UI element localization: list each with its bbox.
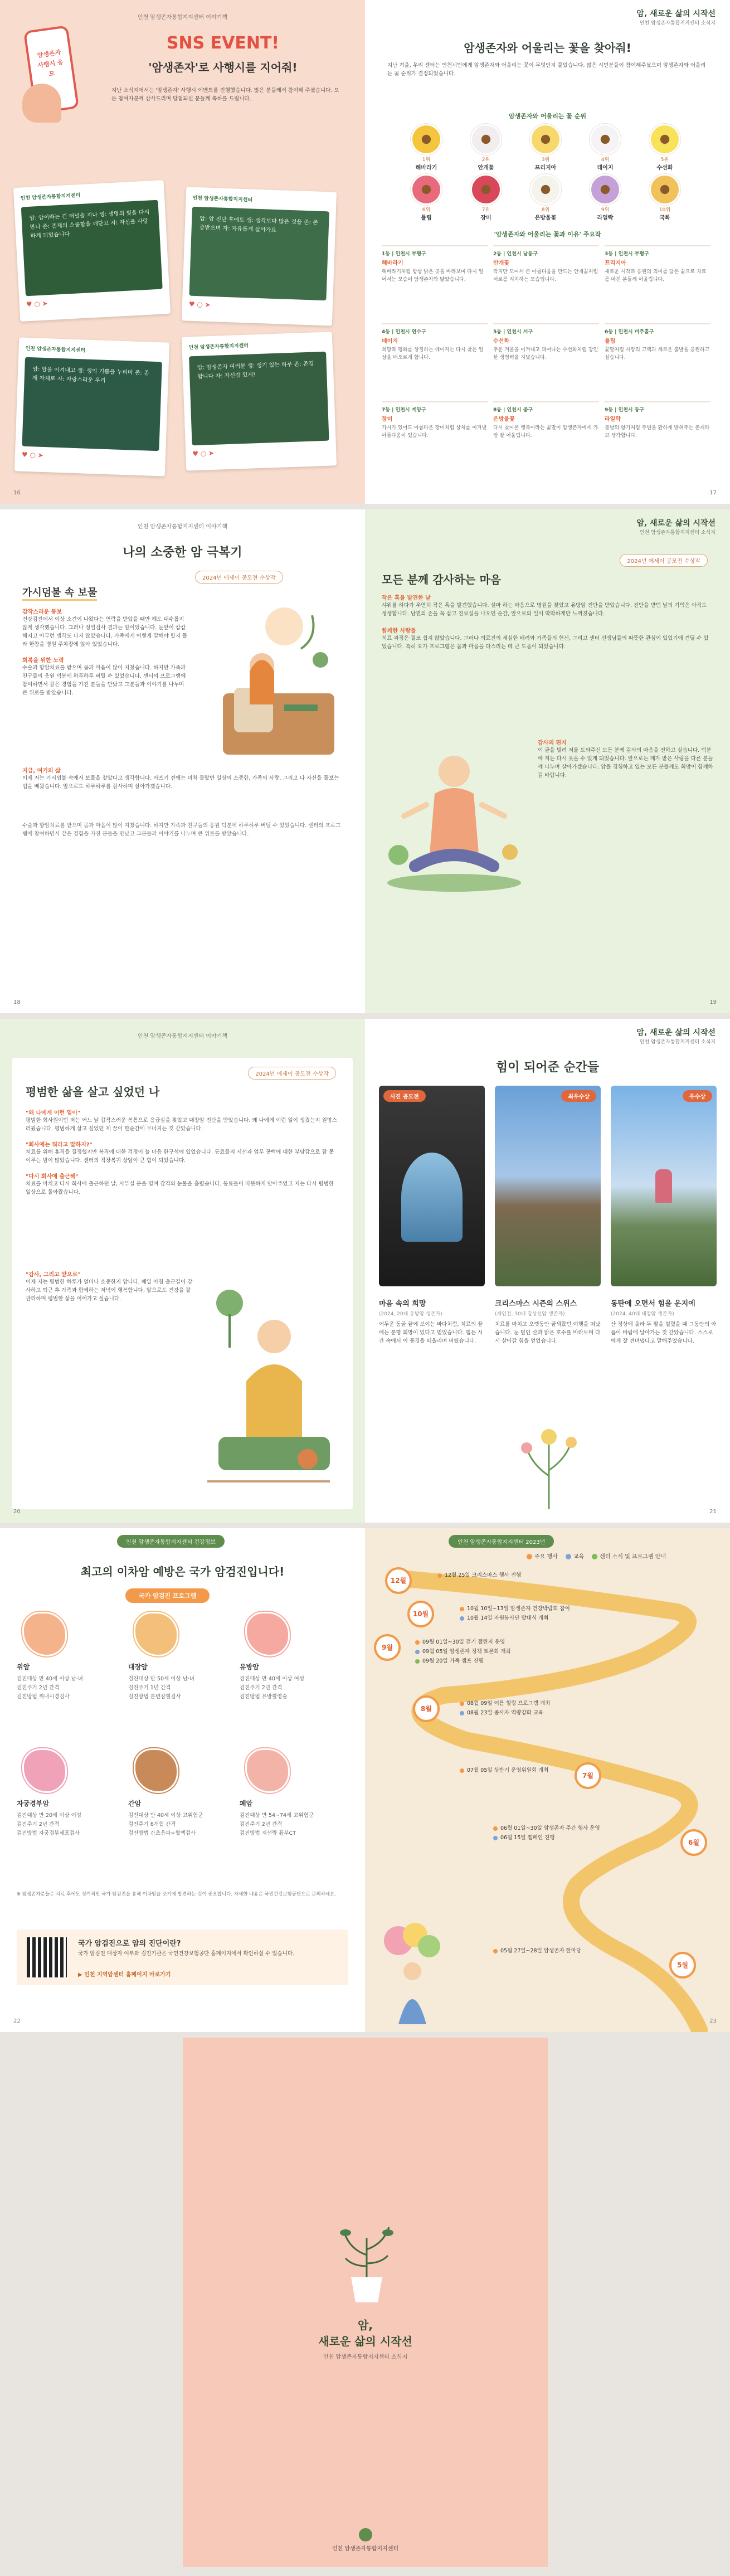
month-events (415, 1637, 649, 1666)
sns-post (14, 337, 169, 476)
flower-item (637, 176, 693, 223)
section-body: 샤워를 하다가 우연히 작은 혹을 발견했습니다. 설마 하는 마음으로 병원을 찾았고 유방암 진단을 받았습니다. 진단을 받던 날의 기억은 아직도 생생합니다. 남편의 손을 꼭 잡고 진료실을 나오던 순간, 앞으로의 일이 막막하게만 느껴졌습니다. (382, 602, 707, 617)
flower-entry (493, 401, 599, 475)
section-heading: 회복을 위한 노력 (22, 658, 64, 664)
flower-item (398, 125, 454, 173)
event-text: 10월 10일~13일 암생존자 건강박람회 참여 (467, 1606, 570, 1612)
photo-meta: (2024, 40대 대장암 생존자) (611, 1311, 674, 1317)
knitting-woman-illustration (196, 1270, 341, 1493)
section-heading: 갑작스러운 통보 (22, 609, 62, 615)
flower-rank: 2위 (481, 157, 490, 163)
event-dot (415, 1659, 420, 1664)
flower-icon (532, 176, 559, 203)
page-title: 최고의 이차암 예방은 국가 암검진입니다! (80, 1565, 285, 1578)
flower-icon (591, 125, 619, 153)
section-heading: "다시 회사에 출근해" (26, 1174, 79, 1180)
cancer-detail: 검진대상 만 54~74세 고위험군 (240, 1812, 314, 1819)
entry-text: 가시가 있어도 아름다운 장미처럼 상처를 이겨낸 아름다움이 있습니다. (382, 425, 487, 439)
page-16 (0, 0, 365, 504)
flower-icon (472, 125, 500, 153)
timeline-event (493, 1833, 660, 1843)
section-heading: "감사, 그리고 앞으로" (26, 1272, 81, 1278)
cancer-detail: 검진대상 만 40세 이상 남·녀 (17, 1676, 83, 1682)
brand-subtitle: 인천 암생존자통합지지센터 소식지 (639, 21, 716, 26)
brand-subtitle: 인천 암생존자통합지지센터 소식지 (639, 1039, 716, 1045)
flower-rank: 6위 (422, 207, 431, 213)
cancer-detail: 검진주기 2년 간격 (17, 1821, 60, 1827)
heart-icon: ♥ ○ ➤ (188, 300, 211, 309)
stomach-icon (22, 1612, 67, 1656)
month-marker: 12월 (385, 1567, 412, 1594)
breast-icon (245, 1612, 290, 1656)
cancer-name: 간암 (128, 1800, 142, 1807)
entry-tag: 2등 | 인천시 남동구 (493, 251, 538, 257)
flower-name: 해바라기 (415, 165, 437, 171)
photo-title: 크리스마스 시즌의 스위스 (495, 1300, 577, 1308)
entry-tag: 3등 | 인천시 부평구 (605, 251, 649, 257)
section-body: 치료를 위해 휴직을 결정했지만 복직에 대한 걱정이 늘 마음 한구석에 있었습니다. 동료들의 시선과 업무 공백에 대한 부담감으로 잠 못 이루는 밤이 많았습니다. 센터의 직장복귀 상담이 큰 힘이 되었습니다. (26, 1149, 334, 1164)
entry-flower: 장미 (382, 416, 393, 422)
post-text: 암: 암 진단 후에도 생: 생각보다 많은 것을 존: 존중받으며 자: 자유롭게 살아가요 (189, 207, 329, 300)
flower-item (458, 176, 514, 223)
woman-with-flowers-illustration (376, 1918, 449, 2024)
event-dot (415, 1650, 420, 1654)
brand-title: 암, 새로운 삶의 시작선 (636, 519, 716, 528)
flower-icon (591, 176, 619, 203)
entry-flower: 튤립 (605, 338, 616, 344)
flower-name: 은방울꽃 (534, 215, 557, 221)
timeline-event (415, 1637, 649, 1647)
event-dot (460, 1711, 464, 1715)
entry-flower: 데이지 (382, 338, 398, 344)
flower-item (518, 125, 573, 173)
section-body: 건강검진에서 이상 소견이 나왔다는 연락을 받았을 때만 해도 대수롭지 않게 생각했습니다. 그러나 정밀검사 결과는 암이었습니다. 눈앞이 캄캄해지고 아무런 생각도 나지 않았습니다. 가족에게 어떻게 말해야 할지 몰라 한참을 병원 주차장에 앉아 있었습니다. (22, 616, 188, 648)
flower-name: 안개꽃 (478, 165, 494, 171)
legend-label: 교육 (573, 1554, 585, 1560)
flower-entry (382, 401, 488, 475)
flower-name: 국화 (659, 215, 670, 221)
section-heading: 작은 혹을 발견한 날 (382, 595, 431, 601)
timeline-event (493, 1824, 660, 1833)
org-name: 인천 암생존자통합지지센터 (332, 2546, 399, 2552)
month-events (460, 1604, 694, 1623)
cancer-grid (17, 1612, 348, 1885)
month-events (460, 1766, 694, 1775)
legend-label: 센터 소식 및 프로그램 안내 (600, 1554, 666, 1560)
cancer-name: 자궁경부암 (17, 1800, 49, 1807)
event-text: 06월 15일 캠페인 진행 (500, 1835, 555, 1841)
photo-meta: (2024, 20대 유방암 생존자) (379, 1311, 442, 1317)
cancer-item (240, 1748, 345, 1879)
post-author: 인천 암생존자통합지지센터 (192, 195, 253, 203)
event-dot (415, 1640, 420, 1645)
entry-tag: 6등 | 인천시 미추홀구 (605, 329, 654, 335)
brand-block (636, 8, 716, 26)
timeline-event (415, 1647, 649, 1656)
event-title: SNS EVENT! (166, 33, 280, 53)
event-dot (437, 1573, 442, 1578)
cancer-detail: 검진주기 1년 간격 (128, 1685, 171, 1691)
entry-flower: 라일락 (605, 416, 621, 422)
timeline-event (460, 1708, 694, 1718)
spread-20-21 (0, 1019, 730, 1523)
month-marker: 7월 (575, 1762, 601, 1789)
section-body: 이 글을 빌려 저를 도와주신 모든 분께 감사의 마음을 전하고 싶습니다. 덕분에 저는 다시 웃을 수 있게 되었습니다. 앞으로는 제가 받은 사랑을 다른 분들께 나누며 살아가겠습니다. 암을 경험하고 있는 모든 분들께도 희망이 함께하길 바랍니다. (538, 747, 713, 779)
timeline-event (460, 1699, 694, 1708)
entry-text: 새로운 시작과 응원의 의미를 담은 꽃으로 치료를 마친 분들께 어울립니다. (605, 269, 707, 283)
page-number: 17 (709, 490, 717, 496)
photo-mountain (611, 1086, 717, 1286)
award-badge: 2024년 에세이 공모전 수상작 (248, 1067, 336, 1080)
page-header: 인천 암생존자통합지지센터 이야기책 (138, 1033, 227, 1039)
event-dot (460, 1702, 464, 1706)
back-title-line2: 새로운 삶의 시작선 (318, 2335, 412, 2348)
photo-title: 마음 속의 희망 (379, 1300, 426, 1308)
award-badge: 우수상 (683, 1090, 712, 1102)
section-body: 이제 저는 가시덤불 속에서 보물을 찾았다고 생각합니다. 아프기 전에는 미처 몰랐던 일상의 소중함, 가족의 사랑, 그리고 나 자신을 돌보는 법을 배웠습니다. 앞으로도 하루하루를 감사하며 살아가겠습니다. (22, 775, 339, 790)
page-23 (365, 1528, 730, 2032)
flower-entry (605, 323, 710, 397)
post-author: 인천 암생존자통합지지센터 (188, 343, 249, 351)
sns-post (182, 332, 337, 470)
heart-icon: ♥ ○ ➤ (21, 450, 44, 460)
flower-rank: 7위 (481, 207, 490, 213)
program-label: 국가 암검진 프로그램 (125, 1588, 210, 1603)
page-number: 19 (709, 999, 717, 1005)
phone-text: 암생존자 사행시 응모 (37, 48, 64, 78)
flower-rank: 1위 (422, 157, 431, 163)
entry-text: 해바라기처럼 항상 밝은 곳을 바라보며 다시 일어서는 모습이 암생존자와 닮았습니다. (382, 269, 484, 283)
page-22 (0, 1528, 365, 2032)
flower-entry (382, 245, 488, 319)
cancer-detail: 검진방법 유방촬영술 (240, 1694, 288, 1700)
timeline-event (437, 1571, 671, 1580)
flower-icon (412, 125, 440, 153)
section-body: 평범한 회사원이던 저는 어느 날 갑작스러운 복통으로 응급실을 찾았고 대장암 진단을 받았습니다. 왜 나에게 이런 일이 생겼는지 원망스러웠습니다. 평범하게 살고 싶었던 제 꿈이 한순간에 무너지는 것 같았습니다. (26, 1117, 338, 1132)
cancer-detail: 검진주기 2년 간격 (240, 1821, 283, 1827)
event-heading (106, 33, 340, 75)
post-author: 인천 암생존자통합지지센터 (20, 192, 81, 202)
page-number: 20 (13, 1509, 21, 1515)
timeline-event (460, 1613, 694, 1623)
post-author: 인천 암생존자통합지지센터 (25, 346, 86, 354)
cancer-name: 대장암 (128, 1663, 148, 1671)
flower-icon (532, 125, 559, 153)
month-marker: 5월 (669, 1952, 696, 1979)
cancer-name: 위암 (17, 1663, 30, 1671)
intro-text: 지난 겨울, 우리 센터는 인천시민에게 암생존자와 어울리는 꽃이 무엇인지 물었습니다. 많은 시민분들이 참여해주셨으며 암생존자와 어울리는 꽃 순위가 결정되었습니다. (387, 62, 706, 77)
hand-illustration (22, 84, 61, 123)
brand-title: 암, 새로운 삶의 시작선 (636, 9, 716, 18)
flower-item (398, 176, 454, 223)
page-number: 18 (13, 999, 21, 1005)
flower-rank: 10위 (659, 207, 671, 213)
cancer-detail: 검진대상 만 40세 이상 고위험군 (128, 1812, 203, 1819)
page-18 (0, 509, 365, 1013)
heart-icon: ♥ ○ ➤ (192, 449, 215, 458)
back-title-block (183, 2316, 548, 2360)
flower-item (458, 125, 514, 173)
cancer-detail: 검진방법 자궁경부세포검사 (17, 1830, 80, 1836)
flower-name: 튤립 (421, 215, 432, 221)
flower-name: 데이지 (597, 165, 614, 171)
cancer-detail: 검진방법 위내시경검사 (17, 1694, 70, 1700)
entry-tag: 5등 | 인천시 서구 (493, 329, 533, 335)
entry-text: 봄날의 향기처럼 주변을 환하게 밝혀주는 존재라고 생각합니다. (605, 425, 710, 439)
section-body: 수술과 항암치료를 받으며 몸과 마음이 많이 지쳤습니다. 하지만 가족과 친구들의 응원 덕분에 하루하루 버틸 수 있었습니다. 센터의 프로그램에 참여하면서 같은 경험을 가진 분들을 만났고 그분들과 이야기를 나누며 큰 위로를 받았습니다. (22, 665, 186, 696)
entry-text: 추운 겨울을 이겨내고 피어나는 수선화처럼 강인한 생명력을 지녔습니다. (493, 347, 598, 361)
flower-entry (493, 245, 599, 319)
reading-woman-illustration (201, 593, 345, 760)
event-text: 05월 27일~28일 암생존자 한마당 (500, 1948, 582, 1954)
entry-flower: 수선화 (493, 338, 509, 344)
section-heading: 지금, 여기의 삶 (22, 768, 61, 774)
entry-grid (382, 245, 713, 479)
award-badge: 2024년 에세이 공모전 수상작 (195, 571, 283, 584)
photo-cave (379, 1086, 485, 1286)
flower-entry (382, 323, 488, 397)
entry-text: 작지만 모여서 큰 아름다움을 만드는 안개꽃처럼 서로를 지지하는 모습입니다. (493, 269, 598, 283)
flower-illustration (504, 1409, 593, 1509)
cancer-detail: 검진대상 만 40세 이상 여성 (240, 1676, 304, 1682)
photo-text: 치료를 마치고 오랫동안 꿈꿔왔던 여행을 떠났습니다. 눈 덮인 산과 맑은 호수를 바라보며 다시 살아갈 힘을 얻었습니다. (495, 1321, 601, 1344)
back-title-line1: 암, (358, 2319, 373, 2332)
cancer-detail: 검진방법 분변잠혈검사 (128, 1694, 181, 1700)
entry-tag: 8등 | 인천시 중구 (493, 407, 533, 413)
page-header: 인천 암생존자통합지지센터 이야기책 (138, 524, 227, 530)
cancer-detail: 검진주기 2년 간격 (17, 1685, 60, 1691)
photo-title: 동탄에 오면서 힘을 운지에 (611, 1300, 695, 1308)
spread-22-23 (0, 1528, 730, 2032)
page-title: 모든 분께 감사하는 마음 (382, 573, 502, 586)
cancer-detail: 검진대상 만 20세 이상 여성 (17, 1812, 81, 1819)
page-title: 나의 소중한 암 극복기 (123, 546, 242, 560)
flower-item (577, 125, 633, 173)
flower-rank: 3위 (541, 157, 550, 163)
event-text: 09월 20일 가족 캠프 진행 (422, 1658, 484, 1664)
entry-flower: 은방울꽃 (493, 416, 515, 422)
photo-text: 어두운 동굴 끝에 보이는 바다처럼, 치료의 끝에는 분명 희망이 있다고 믿었습니다. 힘든 시간 속에서 이 풍경을 떠올리며 버텼습니다. (379, 1321, 483, 1344)
sns-post (182, 187, 337, 325)
back-cover (183, 2038, 548, 2567)
cancer-item (128, 1748, 234, 1879)
page-19 (365, 509, 730, 1013)
month-marker: 9월 (374, 1634, 401, 1661)
flower-item (637, 125, 693, 173)
event-dot (493, 1836, 498, 1840)
photo-caption (379, 1297, 485, 1345)
legend-label: 주요 행사 (534, 1554, 558, 1560)
event-text: 07월 05일 상반기 운영위원회 개최 (467, 1767, 549, 1773)
photo-meta: (개인전, 30대 갑상선암 생존자) (495, 1311, 565, 1317)
spread-16-17 (0, 0, 730, 504)
event-text: 08월 23일 종사자 역량강화 교육 (467, 1710, 544, 1716)
cancer-name: 폐암 (240, 1800, 253, 1807)
uterus-icon (22, 1748, 67, 1793)
entry-tag: 4등 | 인천시 연수구 (382, 329, 426, 335)
page-21 (365, 1019, 730, 1523)
page-20 (0, 1019, 365, 1523)
entry-flower: 안개꽃 (493, 260, 509, 266)
event-dot (493, 1949, 498, 1953)
page-header: 인천 암생존자통합지지센터 2023년 (449, 1535, 554, 1548)
flower-entry (605, 401, 710, 475)
month-events (460, 1699, 694, 1718)
yoga-illustration (382, 732, 527, 900)
entry-tag: 7등 | 인천시 계양구 (382, 407, 426, 413)
spread-18-19 (0, 509, 730, 1013)
event-dot (460, 1607, 464, 1611)
flower-icon (472, 176, 500, 203)
cancer-detail: 검진대상 만 50세 이상 남·녀 (128, 1676, 194, 1682)
brand-title: 암, 새로운 삶의 시작선 (636, 1028, 716, 1037)
flower-icon (412, 176, 440, 203)
flower-name: 장미 (480, 215, 491, 221)
flower-rank: 9위 (601, 207, 610, 213)
plant-illustration (333, 2216, 400, 2305)
cancer-detail: 검진방법 간초음파+혈액검사 (128, 1830, 196, 1836)
section-body: 치료를 마치고 다시 회사에 출근하던 날, 사무실 문을 열며 감격의 눈물을 흘렸습니다. 동료들이 따뜻하게 맞아주었고 저는 다시 평범한 일상으로 돌아왔습니다. (26, 1181, 334, 1195)
cancer-detail: 검진주기 2년 간격 (240, 1685, 283, 1691)
event-text: 10월 14일 자원봉사단 발대식 개최 (467, 1615, 549, 1621)
brand-subtitle: 인천 암생존자통합지지센터 소식지 (639, 530, 716, 536)
qr-text: 국가 암검진 대상자 여부와 검진기관은 국민건강보험공단 홈페이지에서 확인하실 수 있습니다. (78, 1951, 295, 1957)
cancer-detail: 검진방법 저선량 흉부CT (240, 1830, 296, 1836)
post-text: 암: 암이라는 긴 터널을 지나 생: 생명의 빛을 다시 만나 존: 존재의 소중함을 깨닫고 자: 자신을 사랑하게 되었습니다 (21, 200, 163, 297)
flower-rank: 5위 (660, 157, 669, 163)
page-number: 16 (13, 490, 21, 496)
flower-icon (651, 176, 679, 203)
photo-caption (495, 1297, 601, 1345)
event-text: 09월 05일 암생존자 정책 토론회 개최 (422, 1649, 511, 1655)
page-header: 인천 암생존자통합지지센터 건강정보 (117, 1535, 225, 1548)
flower-name: 수선화 (656, 165, 673, 171)
section-heading: "왜 나에게 이런 일이" (26, 1110, 81, 1116)
essay-continuation: 수술과 항암치료를 받으며 몸과 마음이 많이 지쳤습니다. 하지만 가족과 친구들의 응원 덕분에 하루하루 버틸 수 있었습니다. 센터의 프로그램에 참여하면서 같은 경험을 가진 분들을 만났고 그분들과 이야기를 나누며 큰 위로를 받았습니다. (22, 823, 341, 837)
page-number: 22 (13, 2018, 21, 2024)
section-body: 이제 저는 평범한 하루가 얼마나 소중한지 압니다. 매일 아침 출근길이 감사하고 퇴근 후 가족과 함께하는 저녁이 행복합니다. 앞으로도 건강을 잘 관리하며 평범한 삶을 이어가고 싶습니다. (26, 1279, 193, 1302)
section-heading: 함께한 사람들 (382, 628, 416, 634)
essay-title: 가시덤불 속 보물 (22, 585, 97, 601)
flower-name: 라일락 (597, 215, 614, 221)
homepage-link[interactable]: ▶ 인천 지역암센터 홈페이지 바로가기 (78, 1972, 171, 1978)
entry-text: 꽃말처럼 사랑의 고백과 새로운 출발을 응원하고 싶습니다. (605, 347, 710, 361)
page-number: 23 (709, 2018, 717, 2024)
org-logo-icon (359, 2528, 372, 2541)
essay-card (12, 1058, 353, 1509)
award-badge: 사진 공모전 (383, 1090, 426, 1102)
brand-block (636, 517, 716, 536)
flower-icon (651, 125, 679, 153)
month-events (493, 1946, 660, 1956)
month-marker: 8월 (413, 1695, 440, 1722)
month-events (437, 1571, 671, 1580)
cancer-item (240, 1612, 345, 1743)
event-dot (460, 1616, 464, 1621)
entry-flower: 프리지아 (605, 260, 626, 266)
cancer-item (128, 1612, 234, 1743)
award-badge: 2024년 에세이 공모전 수상작 (620, 554, 708, 567)
footnote: ※ 암생존자분들은 치료 후에도 정기적인 국가 암검진을 통해 이차암을 조기에 발견하는 것이 중요합니다. 자세한 내용은 국민건강보험공단으로 문의하세요. (17, 1892, 337, 1897)
page-number: 21 (709, 1509, 717, 1515)
entry-text: 다시 찾아온 행복이라는 꽃말이 암생존자에게 가장 잘 어울립니다. (493, 425, 598, 439)
event-dot (493, 1826, 498, 1831)
photo-text: 산 정상에 올라 두 팔을 벌렸을 때 그동안의 아픔이 바람에 날아가는 것 같았습니다. 스스로에게 잘 견뎌냈다고 말해주었습니다. (611, 1321, 717, 1344)
entry-tag: 1등 | 인천시 부평구 (382, 251, 426, 257)
lung-icon (245, 1748, 290, 1793)
page-title: 힘이 되어준 순간들 (495, 1061, 600, 1075)
section-heading: 감사의 편지 (538, 740, 567, 746)
page-17 (365, 0, 730, 504)
event-text: 08월 09일 여름 힐링 프로그램 개최 (467, 1700, 551, 1707)
award-badge: 최우수상 (561, 1090, 596, 1102)
back-logo (183, 2528, 548, 2552)
flower-entry (605, 245, 710, 319)
flower-name: 프리지아 (534, 165, 557, 171)
page-title: 암생존자와 어울리는 꽃을 찾아줘! (464, 41, 631, 55)
flower-entry (493, 323, 599, 397)
post-text: 암: 암을 이겨내고 생: 생의 기쁨을 누리며 존: 존재 자체로 자: 자랑스러운 우리 (22, 357, 162, 451)
event-text: 12월 25일 크리스마스 행사 진행 (445, 1572, 522, 1578)
reason-label: '암생존자와 어울리는 꽃과 이유' 주요작 (494, 231, 601, 238)
cancer-detail: 검진주기 6개월 간격 (128, 1821, 176, 1827)
qr-code[interactable] (27, 1937, 67, 1977)
entry-flower: 해바라기 (382, 260, 403, 266)
photo-caption (611, 1297, 717, 1345)
liver-icon (134, 1748, 178, 1793)
month-marker: 6월 (680, 1829, 707, 1856)
cancer-item (17, 1612, 123, 1743)
flower-item (518, 176, 573, 223)
post-text: 암: 암생존자 여러분 생: 생기 있는 하루 존: 존경합니다 자: 자신감 있게! (189, 352, 329, 445)
back-subtitle: 인천 암생존자통합지지센터 소식지 (323, 2354, 408, 2360)
timeline-event (460, 1766, 694, 1775)
section-body: 치료 과정은 결코 쉽지 않았습니다. 그러나 의료진의 세심한 배려와 가족들의 헌신, 그리고 센터 선생님들의 따뜻한 관심이 있었기에 견딜 수 있었습니다. 특히 요가 프로그램은 몸과 마음을 다스리는 데 큰 도움이 되었습니다. (382, 635, 709, 650)
entry-text: 희망과 평화를 상징하는 데이지는 다시 찾은 일상을 떠오르게 합니다. (382, 347, 484, 361)
event-body: 지난 소식지에서는 '암생존자' 사행시 이벤트를 진행했습니다. 많은 분들께서 참여해 주셨습니다. 모든 참여자분께 감사드리며 당첨되신 분들께 축하를 드립니다. (111, 88, 339, 102)
timeline-event (460, 1604, 694, 1613)
cancer-name: 유방암 (240, 1663, 259, 1671)
event-text: 09월 01일~30일 걷기 챌린지 운영 (422, 1639, 505, 1645)
qr-title: 국가 암검진으로 암의 진단이란? (78, 1940, 181, 1948)
flower-rank: 8위 (541, 207, 550, 213)
timeline-event (493, 1946, 660, 1956)
flowers-label: 암생존자와 어울리는 꽃 순위 (509, 113, 586, 120)
flower-rank: 4위 (601, 157, 610, 163)
flower-grid (398, 125, 697, 226)
flower-item (577, 176, 633, 223)
timeline-event (415, 1656, 649, 1666)
event-text: 06월 01일~30일 암생존자 주간 행사 운영 (500, 1825, 600, 1831)
sns-post (13, 180, 171, 322)
heart-icon: ♥ ○ ➤ (26, 299, 48, 309)
colon-icon (134, 1612, 178, 1656)
brand-block (636, 1027, 716, 1045)
month-marker: 10월 (407, 1601, 434, 1627)
page-title: 평범한 삶을 살고 싶었던 나 (26, 1085, 160, 1099)
event-dot (460, 1768, 464, 1773)
event-subtitle: '암생존자'로 사행시를 지어줘! (148, 61, 298, 74)
page-header: 인천 암생존자통합지지센터 이야기책 (138, 14, 227, 21)
qr-panel (17, 1929, 348, 1985)
month-events (493, 1824, 660, 1843)
section-heading: "회사에는 뭐라고 말하지?" (26, 1142, 93, 1148)
cancer-item (17, 1748, 123, 1879)
entry-tag: 9등 | 인천시 동구 (605, 407, 645, 413)
photo-lake (495, 1086, 601, 1286)
